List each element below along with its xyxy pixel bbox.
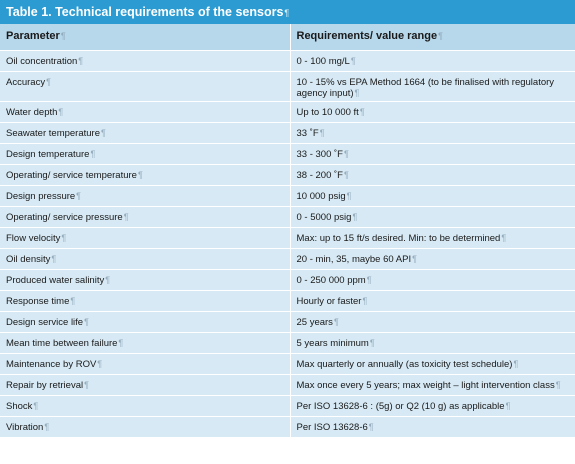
paragraph-mark-icon: ¶ <box>333 316 339 327</box>
table-row <box>0 311 575 332</box>
parameter-cell <box>0 227 290 248</box>
requirement-text: Max quarterly or annually (as toxicity test schedule) <box>296 358 513 370</box>
parameter-cell <box>0 248 290 269</box>
parameter-text: Accuracy <box>6 76 46 88</box>
requirement-text: 0 - 5000 psig <box>296 211 352 223</box>
requirement-text: 10 - 15% vs EPA Method 1664 (to be finalised with regulatory agency input) <box>296 76 555 99</box>
paragraph-mark-icon: ¶ <box>84 316 89 327</box>
requirement-cell <box>290 269 575 290</box>
requirement-cell <box>290 122 575 143</box>
parameter-cell <box>0 374 290 395</box>
header-requirements: Requirements/ value range¶ <box>290 24 575 50</box>
parameter-text: Design pressure <box>6 190 76 202</box>
paragraph-mark-icon: ¶ <box>97 358 103 369</box>
requirement-text: Up to 10 000 ft <box>296 106 359 118</box>
paragraph-mark-icon: ¶ <box>101 127 106 138</box>
parameter-cell <box>0 101 290 122</box>
parameter-cell <box>0 311 290 332</box>
table-row <box>0 269 575 290</box>
table-row <box>0 185 575 206</box>
paragraph-mark-icon: ¶ <box>61 232 67 243</box>
table-row <box>0 71 575 101</box>
parameter-text: Flow velocity <box>6 232 61 244</box>
paragraph-mark-icon: ¶ <box>438 31 443 41</box>
table-row <box>0 143 575 164</box>
parameter-text: Design temperature <box>6 148 90 160</box>
requirement-cell <box>290 143 575 164</box>
parameter-cell <box>0 50 290 71</box>
parameter-cell <box>0 290 290 311</box>
table-row <box>0 290 575 311</box>
paragraph-mark-icon: ¶ <box>368 421 374 432</box>
paragraph-mark-icon: ¶ <box>555 379 561 390</box>
paragraph-mark-icon: ¶ <box>84 379 89 390</box>
parameter-cell <box>0 71 290 101</box>
parameter-cell <box>0 416 290 437</box>
requirement-cell <box>290 227 575 248</box>
requirement-text: Per ISO 13628-6 : (5g) or Q2 (10 g) as applicable <box>296 400 505 412</box>
requirement-cell <box>290 353 575 374</box>
paragraph-mark-icon: ¶ <box>505 400 511 411</box>
paragraph-mark-icon: ¶ <box>90 148 96 159</box>
paragraph-mark-icon: ¶ <box>412 253 417 264</box>
parameter-text: Design service life <box>6 316 84 328</box>
requirement-text: Per ISO 13628-6 <box>296 421 368 433</box>
requirement-cell <box>290 71 575 101</box>
paragraph-mark-icon: ¶ <box>346 190 352 201</box>
parameter-cell <box>0 395 290 416</box>
requirement-cell <box>290 185 575 206</box>
requirement-text: Max once every 5 years; max weight – light intervention class <box>296 379 555 391</box>
requirement-text: 10 000 psig <box>296 190 346 202</box>
paragraph-mark-icon: ¶ <box>350 55 356 66</box>
table-title-bar <box>0 0 575 24</box>
table-row <box>0 101 575 122</box>
table-row <box>0 206 575 227</box>
parameter-text: Vibration <box>6 421 44 433</box>
requirement-text: 25 years <box>296 316 333 328</box>
parameter-cell <box>0 143 290 164</box>
table-row <box>0 374 575 395</box>
paragraph-mark-icon: ¶ <box>44 421 50 432</box>
paragraph-mark-icon: ¶ <box>319 127 325 138</box>
requirement-cell <box>290 416 575 437</box>
parameter-text: Produced water salinity <box>6 274 105 286</box>
requirement-cell <box>290 248 575 269</box>
requirement-text: 5 years minimum <box>296 337 369 349</box>
table-row <box>0 332 575 353</box>
requirement-text: 38 - 200 ˚F <box>296 169 343 181</box>
requirement-cell <box>290 311 575 332</box>
paragraph-mark-icon: ¶ <box>284 8 290 18</box>
requirement-cell <box>290 395 575 416</box>
requirement-cell <box>290 50 575 71</box>
requirement-cell <box>290 206 575 227</box>
parameter-cell <box>0 122 290 143</box>
paragraph-mark-icon: ¶ <box>513 358 519 369</box>
table-row <box>0 416 575 437</box>
paragraph-mark-icon: ¶ <box>33 400 39 411</box>
paragraph-mark-icon: ¶ <box>76 190 82 201</box>
paragraph-mark-icon: ¶ <box>137 169 143 180</box>
paragraph-mark-icon: ¶ <box>343 148 349 159</box>
parameter-cell <box>0 164 290 185</box>
paragraph-mark-icon: ¶ <box>343 169 349 180</box>
paragraph-mark-icon: ¶ <box>58 106 64 117</box>
parameter-text: Operating/ service temperature <box>6 169 137 181</box>
parameter-text: Oil concentration <box>6 55 78 67</box>
parameter-cell <box>0 353 290 374</box>
header-parameter: Parameter¶ <box>0 24 290 50</box>
parameter-text: Water depth <box>6 106 58 118</box>
table-row <box>0 353 575 374</box>
requirement-text: 33 ˚F <box>296 127 319 139</box>
parameter-text: Repair by retrieval <box>6 379 84 391</box>
requirement-cell <box>290 164 575 185</box>
table-row <box>0 50 575 71</box>
paragraph-mark-icon: ¶ <box>105 274 111 285</box>
table-title: Table 1. Technical requirements of the sensors <box>6 5 284 19</box>
parameter-text: Maintenance by ROV <box>6 358 97 370</box>
requirement-text: 33 - 300 ˚F <box>296 148 343 160</box>
paragraph-mark-icon: ¶ <box>118 337 124 348</box>
paragraph-mark-icon: ¶ <box>60 31 66 41</box>
requirement-text: 20 - min, 35, maybe 60 API <box>296 253 412 265</box>
requirement-text: 0 - 250 000 ppm <box>296 274 366 286</box>
paragraph-mark-icon: ¶ <box>362 295 368 306</box>
requirements-table <box>0 24 575 438</box>
parameter-text: Operating/ service pressure <box>6 211 123 223</box>
table-row <box>0 227 575 248</box>
requirement-cell <box>290 374 575 395</box>
requirement-cell <box>290 332 575 353</box>
paragraph-mark-icon: ¶ <box>359 106 365 117</box>
paragraph-mark-icon: ¶ <box>354 87 360 98</box>
parameter-cell <box>0 332 290 353</box>
paragraph-mark-icon: ¶ <box>501 232 507 243</box>
table-row <box>0 164 575 185</box>
paragraph-mark-icon: ¶ <box>352 211 358 222</box>
paragraph-mark-icon: ¶ <box>51 253 57 264</box>
paragraph-mark-icon: ¶ <box>46 76 51 87</box>
parameter-text: Mean time between failure <box>6 337 118 349</box>
parameter-text: Response time <box>6 295 70 307</box>
requirement-text: Hourly or faster <box>296 295 362 307</box>
paragraph-mark-icon: ¶ <box>70 295 76 306</box>
paragraph-mark-icon: ¶ <box>369 337 375 348</box>
parameter-cell <box>0 269 290 290</box>
parameter-cell <box>0 206 290 227</box>
parameter-text: Seawater temperature <box>6 127 100 139</box>
table-row <box>0 395 575 416</box>
requirement-cell <box>290 101 575 122</box>
paragraph-mark-icon: ¶ <box>123 211 129 222</box>
parameter-cell <box>0 185 290 206</box>
table-row <box>0 122 575 143</box>
parameter-text: Oil density <box>6 253 51 265</box>
table-header-row <box>0 24 575 50</box>
requirement-text: Max: up to 15 ft/s desired. Min: to be determined <box>296 232 501 244</box>
paragraph-mark-icon: ¶ <box>78 55 84 66</box>
parameter-text: Shock <box>6 400 33 412</box>
requirement-text: 0 - 100 mg/L <box>296 55 350 67</box>
table-row <box>0 248 575 269</box>
paragraph-mark-icon: ¶ <box>366 274 372 285</box>
requirement-cell <box>290 290 575 311</box>
